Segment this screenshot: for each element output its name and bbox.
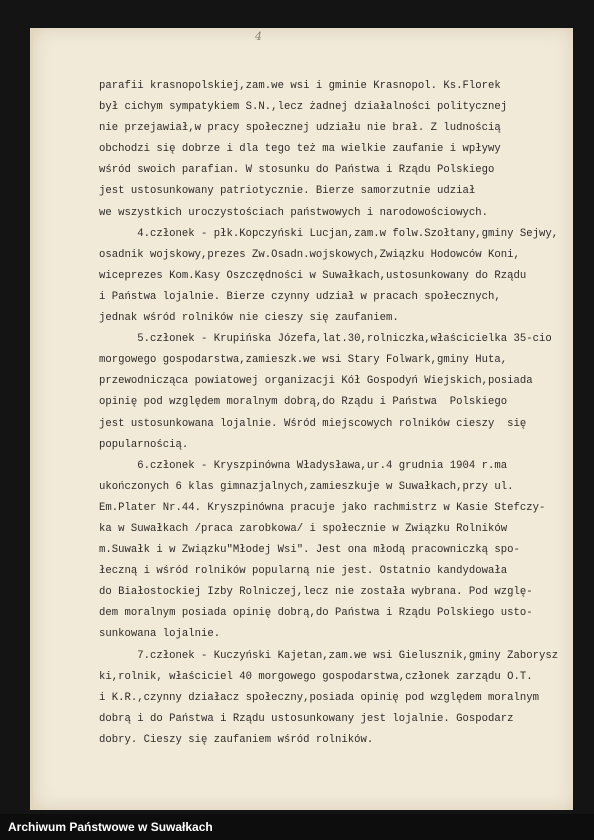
text-line: jest ustosunkowana lojalnie. Wśród miejscowych rolników cieszy się (99, 417, 527, 430)
text-line: 4.członek - płk.Kopczyński Lucjan,zam.w folw.Szołtany,gminy Sejwy, (99, 227, 559, 240)
text-line: ki,rolnik, właściciel 40 morgowego gospodarstwa,członek zarządu O.T. (99, 670, 533, 683)
text-line: opinię pod względem moralnym dobrą,do Rządu i Państwa Polskiego (99, 396, 508, 409)
text-line: popularnością. (99, 438, 189, 451)
text-line: ukończonych 6 klas gimnazjalnych,zamieszkuje w Suwałkach,przy ul. (99, 480, 514, 493)
text-line: sunkowana lojalnie. (99, 628, 221, 641)
archive-footer-bar (0, 814, 594, 840)
text-line: dobrą i do Państwa i Rządu ustosunkowany jest lojalnie. Gospodarz (99, 712, 514, 725)
text-line: we wszystkich uroczystościach państwowych i narodowościowych. (99, 206, 489, 219)
text-line: obchodzi się dobrze i dla tego też ma wielkie zaufanie i wpływy (99, 143, 501, 156)
text-line: łeczną i wśród rolników popularną nie jest. Ostatnio kandydowała (99, 565, 508, 578)
text-line: i K.R.,czynny działacz społeczny,posiada opinię pod względem moralnym (99, 691, 540, 704)
text-line: m.Suwałk i w Związku"Młodej Wsi". Jest ona młodą pracowniczką spo- (99, 544, 520, 557)
text-line: parafii krasnopolskiej,zam.we wsi i gminie Krasnopol. Ks.Florek (99, 80, 501, 92)
text-line: 5.członek - Krupińska Józefa,lat.30,rolniczka,właścicielka 35-cio (99, 333, 552, 346)
text-line: przewodnicząca powiatowej organizacji Kół Gospodyń Wiejskich,posiada (99, 375, 533, 388)
text-line: morgowego gospodarstwa,zamieszk.we wsi Stary Folwark,gminy Huta, (99, 354, 508, 367)
text-line: jest ustosunkowany patriotycznie. Bierze samorzutnie udział (99, 185, 476, 198)
text-line: wiceprezes Kom.Kasy Oszczędności w Suwałkach,ustosunkowany do Rządu (99, 269, 527, 282)
text-line: 6.członek - Kryszpinówna Władysława,ur.4 grudnia 1904 r.ma (99, 459, 508, 472)
text-line: dem moralnym posiada opinię dobrą,do Państwa i Rządu Polskiego usto- (99, 607, 533, 620)
text-line: 7.członek - Kuczyński Kajetan,zam.we wsi Gielusznik,gminy Zaborysz (99, 649, 559, 662)
text-line: i Państwa lojalnie. Bierze czynny udział w pracach społecznych, (99, 290, 501, 303)
text-line: do Białostockiej Izby Rolniczej,lecz nie została wybrana. Pod wzglę- (99, 586, 533, 599)
text-line: Em.Plater Nr.44. Kryszpinówna pracuje jako rachmistrz w Kasie Stefczy- (99, 501, 546, 514)
typewritten-text (99, 76, 581, 751)
text-line: wśród swoich parafian. W stosunku do Państwa i Rządu Polskiego (99, 164, 495, 177)
text-line: osadnik wojskowy,prezes Zw.Osadn.wojskowych,Związku Hodowców Koni, (99, 248, 520, 261)
text-line: dobry. Cieszy się zaufaniem wśród rolników. (99, 733, 374, 746)
text-line: nie przejawiał,w pracy społecznej udziału nie brał. Z ludnością (99, 122, 501, 135)
document-page (30, 28, 573, 810)
text-line: ka w Suwałkach /praca zarobkowa/ i społecznie w Związku Rolników (99, 522, 508, 535)
archive-name: Archiwum Państwowe w Suwałkach (8, 820, 213, 834)
text-line: jednak wśród rolników nie cieszy się zaufaniem. (99, 312, 399, 325)
text-line: był cichym sympatykiem S.N.,lecz żadnej działalności politycznej (99, 101, 508, 114)
page-number-mark: 4 (255, 30, 262, 43)
